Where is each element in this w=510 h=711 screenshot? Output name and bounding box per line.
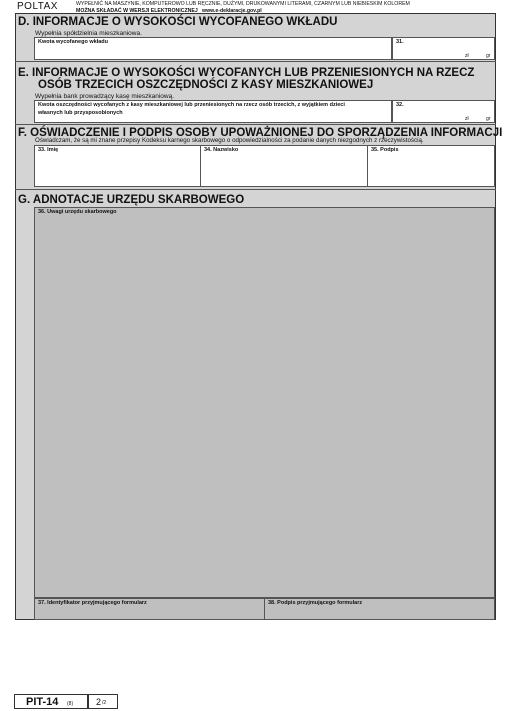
field-32-label-box <box>34 100 392 123</box>
field-32-label-line1: Kwota oszczędności wycofanych z kasy mieszkaniowej lub przeniesionych na rzecz osób trzecich, z wyjątkiem dzieci <box>38 102 345 108</box>
form-code-box <box>14 694 88 709</box>
field-31-amount[interactable] <box>392 37 495 60</box>
field-34-last-name[interactable] <box>200 145 368 187</box>
field-37-receiver-id <box>34 598 265 620</box>
divider-d-e <box>15 61 496 62</box>
divider-f-g <box>15 189 496 190</box>
page-total: /2 <box>102 700 107 706</box>
section-e-subtitle: Wypełnia bank prowadzący kasę mieszkaniową. <box>35 93 175 100</box>
edeklaracje-url: www.e-deklaracje.gov.pl <box>202 7 262 14</box>
field-32-zl: zł <box>465 116 469 122</box>
field-32-amount[interactable] <box>392 100 495 123</box>
field-34-label: 34. Nazwisko <box>204 147 239 153</box>
section-e-title-line1: E. INFORMACJE O WYSOKOŚCI WYCOFANYCH LUB PRZENIESIONYCH NA RZECZ <box>18 67 475 79</box>
section-e-title-line2: OSÓB TRZECICH OSZCZĘDNOŚCI Z KASY MIESZKANIOWEJ <box>38 79 374 91</box>
field-33-label: 33. Imię <box>38 147 59 153</box>
field-35-signature[interactable] <box>367 145 495 187</box>
field-35-label: 35. Podpis <box>371 147 399 153</box>
field-31-label-box <box>34 37 392 60</box>
field-33-first-name[interactable] <box>34 145 201 187</box>
field-31-label: Kwota wycofanego wkładu <box>38 39 108 45</box>
field-37-label: 37. Identyfikator przyjmującego formularz <box>38 600 147 606</box>
field-38-label: 38. Podpis przyjmującego formularz <box>268 600 363 606</box>
field-32-gr: gr <box>486 116 491 122</box>
section-d-title: D. INFORMACJE O WYSOKOŚCI WYCOFANEGO WKŁADU <box>18 16 338 28</box>
divider-e-f <box>15 124 496 125</box>
field-31-zl: zł <box>465 53 469 59</box>
field-31-gr: gr <box>486 53 491 59</box>
field-36-remarks <box>34 207 495 598</box>
section-d-subtitle: Wypełnia spółdzielnia mieszkaniowa. <box>35 30 142 37</box>
field-32-label-line2: własnych lub przysposobionych <box>38 110 123 116</box>
fill-instructions-line1: WYPEŁNIĆ NA MASZYNIE, KOMPUTEROWO LUB RĘCZNIE, DUŻYMI, DRUKOWANYMI LITERAMI, CZARNYM LUB NIEBIESKIM KOLOREM <box>76 1 410 7</box>
section-f-statement: Oświadczam, że są mi znane przepisy Kodeksu karnego skarbowego o odpowiedzialności za podanie danych niezgodnych z rzeczywistością. <box>35 137 424 144</box>
electronic-version-note: MOŻNA SKŁADAĆ W WERSJI ELEKTRONICZNEJ <box>76 7 198 14</box>
field-36-label: 36. Uwagi urzędu skarbowego <box>38 209 117 215</box>
section-f-title: F. OŚWIADCZENIE I PODPIS OSOBY UPOWAŻNIONEJ DO SPORZĄDZENIA INFORMACJI <box>18 127 503 139</box>
brand-poltax: POLTAX <box>17 1 58 12</box>
form-version: (8) <box>67 701 74 707</box>
page-number: 2 <box>96 697 102 707</box>
section-g-title: G. ADNOTACJE URZĘDU SKARBOWEGO <box>18 194 245 206</box>
form-code: PIT-14 <box>26 696 59 708</box>
field-32-number: 32. <box>396 102 404 108</box>
field-31-number: 31. <box>396 39 404 45</box>
page-number-box <box>88 694 118 709</box>
field-38-receiver-signature <box>264 598 495 620</box>
